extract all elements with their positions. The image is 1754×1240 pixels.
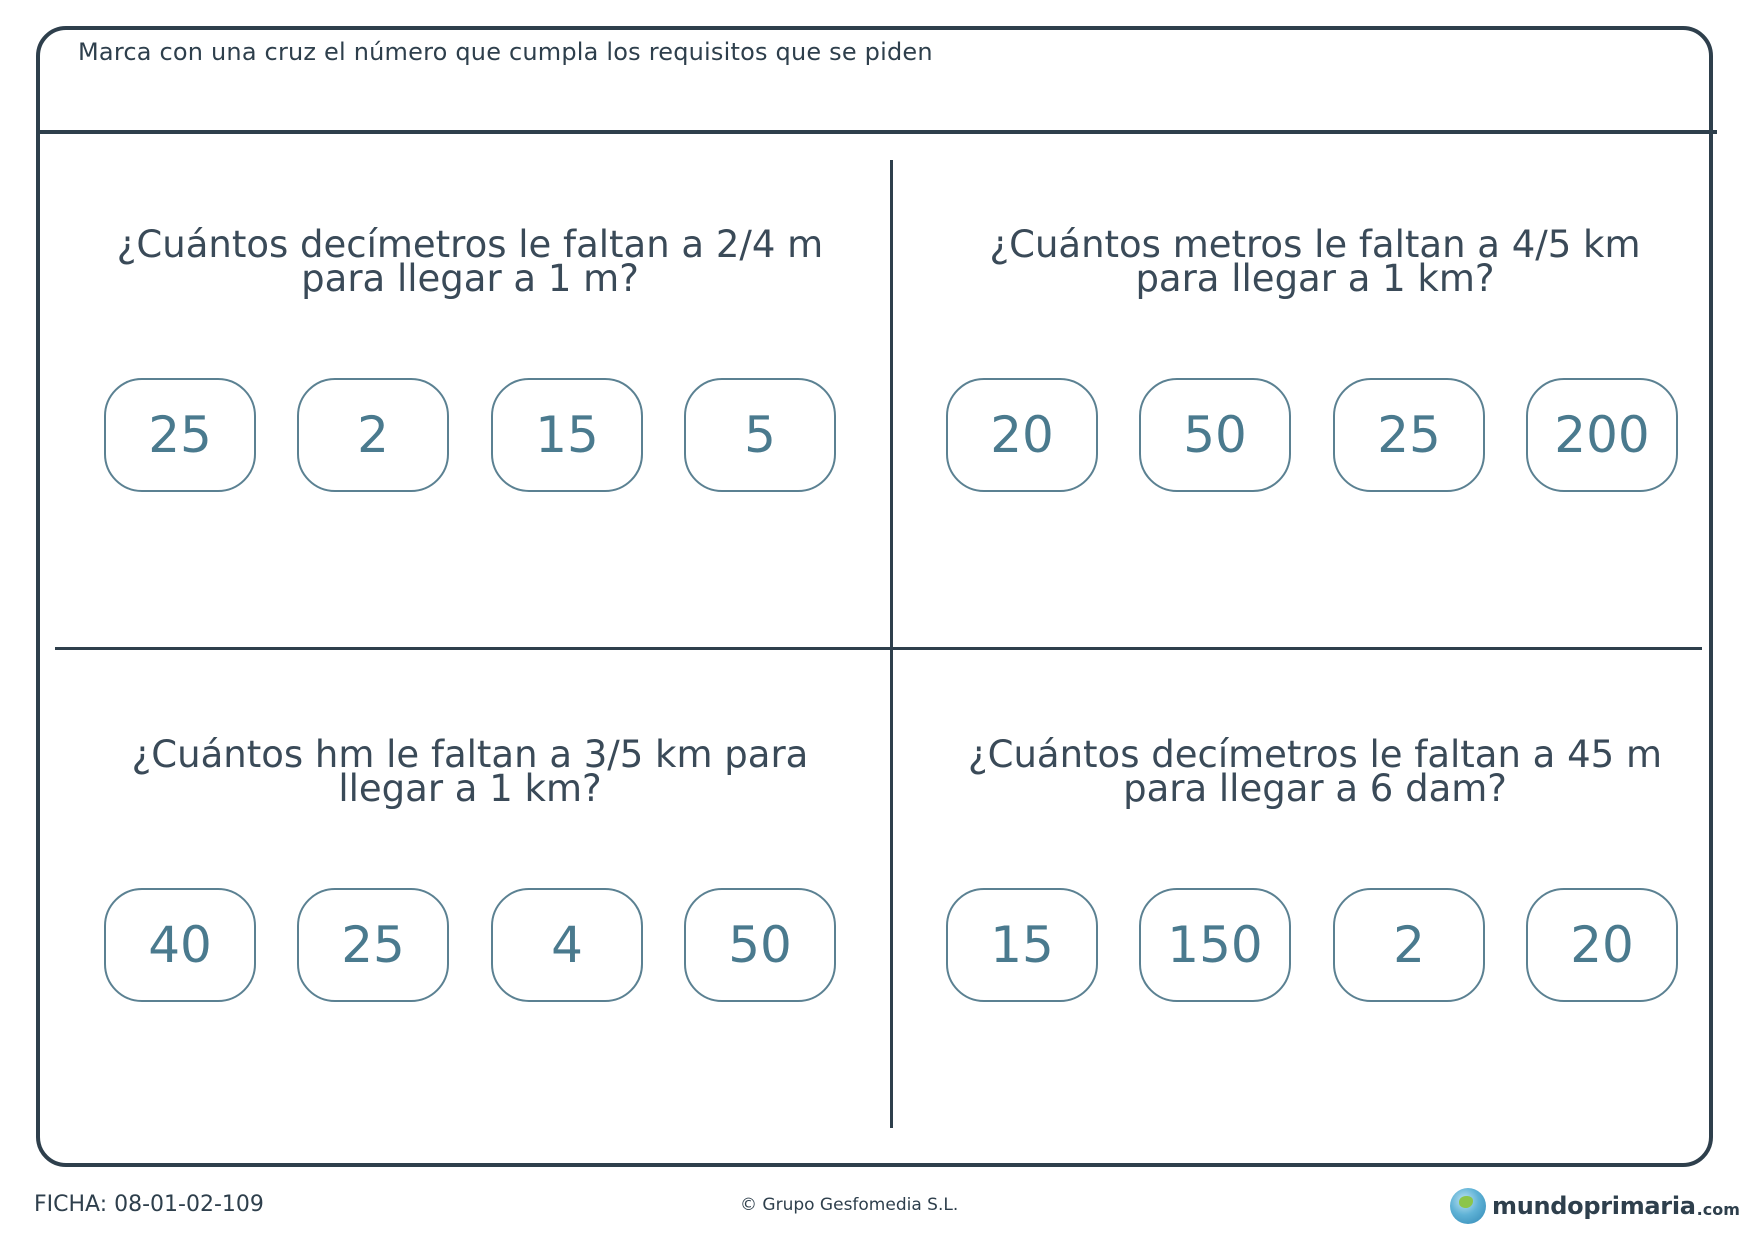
logo-tld: .com xyxy=(1696,1199,1740,1219)
question-3-line-2: llegar a 1 km? xyxy=(338,767,602,810)
question-3-line-1: ¿Cuántos hm le faltan a 3/5 km para xyxy=(131,733,809,776)
question-4 xyxy=(925,733,1705,1158)
answer-option[interactable]: 50 xyxy=(1139,378,1291,492)
answer-option[interactable]: 15 xyxy=(946,888,1098,1002)
logo-name: mundoprimaria xyxy=(1492,1192,1696,1220)
question-1-line-1: ¿Cuántos decímetros le faltan a 2/4 m xyxy=(116,223,824,266)
brand-logo[interactable] xyxy=(1450,1186,1740,1226)
question-1-line-2: para llegar a 1 m? xyxy=(301,257,639,300)
vertical-divider xyxy=(890,160,893,1128)
question-3 xyxy=(80,733,860,1158)
instruction-text: Marca con una cruz el número que cumpla los requisitos que se piden xyxy=(78,38,933,66)
question-4-options xyxy=(946,888,1686,1008)
question-2-options xyxy=(946,378,1686,498)
ficha-code: FICHA: 08-01-02-109 xyxy=(34,1192,264,1217)
answer-option[interactable]: 20 xyxy=(1526,888,1678,1002)
question-3-options xyxy=(104,888,844,1008)
answer-option[interactable]: 4 xyxy=(491,888,643,1002)
question-1-text xyxy=(80,223,860,300)
answer-option[interactable]: 150 xyxy=(1139,888,1291,1002)
question-2-line-2: para llegar a 1 km? xyxy=(1135,257,1495,300)
answer-option[interactable]: 2 xyxy=(1333,888,1485,1002)
answer-option[interactable]: 2 xyxy=(297,378,449,492)
question-4-line-2: para llegar a 6 dam? xyxy=(1123,767,1507,810)
answer-option[interactable]: 200 xyxy=(1526,378,1678,492)
question-1 xyxy=(80,223,860,648)
answer-option[interactable]: 5 xyxy=(684,378,836,492)
question-1-options xyxy=(104,378,844,498)
question-4-text xyxy=(925,733,1705,810)
answer-option[interactable]: 20 xyxy=(946,378,1098,492)
answer-option[interactable]: 40 xyxy=(104,888,256,1002)
question-3-text xyxy=(80,733,860,810)
answer-option[interactable]: 50 xyxy=(684,888,836,1002)
question-4-line-1: ¿Cuántos decímetros le faltan a 45 m xyxy=(968,733,1662,776)
question-2-line-1: ¿Cuántos metros le faltan a 4/5 km xyxy=(989,223,1641,266)
globe-icon xyxy=(1450,1188,1486,1224)
answer-option[interactable]: 25 xyxy=(104,378,256,492)
header-divider xyxy=(36,130,1717,134)
answer-option[interactable]: 25 xyxy=(297,888,449,1002)
answer-option[interactable]: 25 xyxy=(1333,378,1485,492)
copyright: © Grupo Gesfomedia S.L. xyxy=(740,1195,959,1215)
question-2 xyxy=(925,223,1705,648)
question-2-text xyxy=(925,223,1705,300)
answer-option[interactable]: 15 xyxy=(491,378,643,492)
